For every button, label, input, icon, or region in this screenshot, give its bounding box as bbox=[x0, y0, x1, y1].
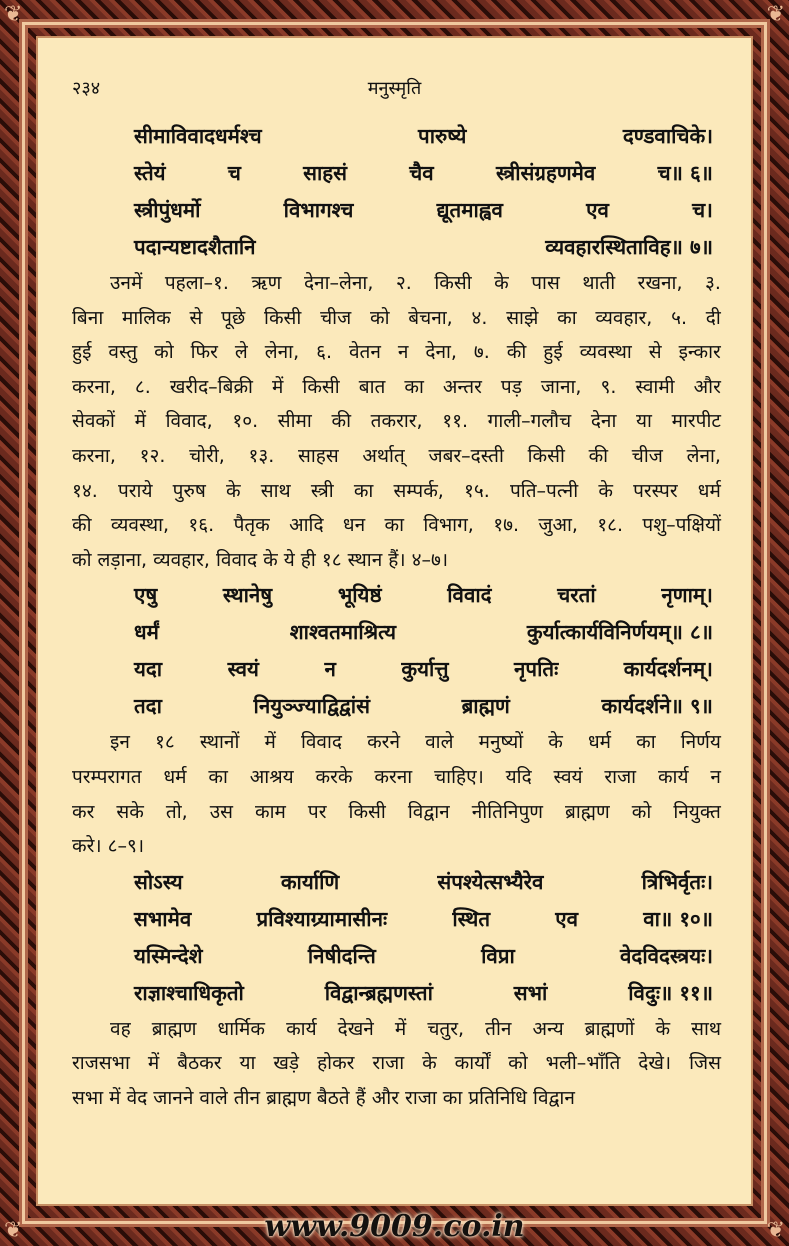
prose-word: पशु–पक्षियों bbox=[642, 514, 721, 537]
prose-word: काम bbox=[255, 800, 286, 823]
prose-word: बिना bbox=[72, 306, 104, 329]
verse-word: स्त्रीपुंधर्मो bbox=[134, 198, 201, 222]
prose-word: पहला–१. bbox=[164, 272, 229, 294]
prose-word: ब्राह्मण bbox=[151, 1017, 197, 1040]
prose-word: राजा bbox=[604, 765, 637, 788]
prose-word: ५. bbox=[671, 306, 688, 329]
verse-word: दण्डवाचिके। bbox=[622, 124, 713, 148]
prose-word: नीतिनिपुण bbox=[471, 800, 543, 823]
verse-line bbox=[134, 975, 713, 1012]
prose-line bbox=[72, 370, 721, 405]
prose-word: कार्य bbox=[657, 765, 689, 788]
prose-word: १३. bbox=[248, 444, 275, 467]
prose-word: आदि bbox=[289, 514, 324, 537]
prose-word: तकरार, bbox=[370, 410, 423, 433]
prose-word: में bbox=[394, 1017, 407, 1040]
verse-word: यस्मिन्देशे bbox=[134, 943, 203, 968]
verse-word: तदा bbox=[134, 694, 162, 719]
prose-word: हुई bbox=[543, 341, 563, 364]
prose-word: निर्णय bbox=[680, 731, 721, 754]
prose-word: व्यवस्था bbox=[579, 341, 632, 364]
prose-word: किसी bbox=[434, 272, 472, 294]
prose-word: १५. bbox=[464, 479, 490, 502]
prose-word: देखे। bbox=[638, 1052, 672, 1075]
corner-ornament-icon: ❦ bbox=[766, 2, 785, 27]
prose-word: पुरुष bbox=[172, 479, 206, 502]
verse-line bbox=[134, 577, 713, 614]
prose-word: अर्थात् bbox=[362, 444, 405, 467]
prose-word: का bbox=[636, 731, 656, 754]
prose-word: की bbox=[506, 341, 527, 364]
verse-word: निषीदन्ति bbox=[307, 943, 376, 968]
prose-word: गाली–गलौच bbox=[487, 410, 572, 433]
verse-line bbox=[134, 155, 713, 192]
prose-word: यदि bbox=[505, 765, 532, 788]
prose-word: कार्य bbox=[286, 1017, 317, 1040]
prose-word: जुआ, bbox=[538, 514, 578, 537]
prose-word: ब्राह्मणों bbox=[584, 1017, 635, 1040]
verse-word: सीमाविवादधर्मश्च bbox=[134, 124, 262, 148]
prose-word: स्वामी bbox=[635, 375, 675, 398]
prose-word: ९. bbox=[600, 375, 617, 398]
prose-word: थाती bbox=[582, 272, 616, 294]
verse-word: स्थित bbox=[452, 906, 491, 931]
prose-line bbox=[72, 1046, 721, 1081]
prose-word: हुई bbox=[72, 341, 92, 364]
page-content bbox=[72, 118, 721, 1116]
verse-word: राज्ञाश्चाधिकृतो bbox=[134, 980, 244, 1005]
prose-word: खड़े bbox=[273, 1052, 300, 1075]
verse-word: द्यूतमाह्वव bbox=[436, 198, 503, 222]
prose-word: चतुर, bbox=[427, 1017, 465, 1040]
prose-line bbox=[72, 725, 721, 760]
verse-word: साहसं bbox=[303, 161, 348, 185]
prose-word: स्थानों bbox=[199, 731, 240, 754]
prose-word: २. bbox=[395, 272, 412, 294]
prose-word: देखने bbox=[337, 1017, 374, 1040]
prose-word: साहस bbox=[297, 444, 339, 467]
verse-word: विभागश्च bbox=[283, 198, 354, 222]
prose-word: स्वयं bbox=[553, 765, 583, 788]
verse-word: वा॥ १०॥ bbox=[643, 906, 713, 931]
verse-line bbox=[134, 651, 713, 688]
prose-word: १४. bbox=[72, 479, 98, 502]
prose-word: में bbox=[147, 1052, 160, 1075]
prose-word: अन्य bbox=[532, 1017, 564, 1040]
verse-word: कुर्यात्तु bbox=[401, 657, 449, 682]
prose-word: ११. bbox=[442, 410, 469, 433]
verse-block bbox=[72, 864, 721, 1012]
running-title: मनुस्मृति bbox=[367, 78, 422, 99]
prose-word: को bbox=[508, 1052, 528, 1075]
prose-word: पराये bbox=[117, 479, 153, 502]
prose-line bbox=[72, 404, 721, 439]
prose-word: के bbox=[422, 1052, 437, 1075]
verse-word: विदुः॥ ११॥ bbox=[628, 980, 713, 1005]
verse-word: विप्रा bbox=[481, 943, 515, 968]
prose-word: देना–लेना, bbox=[303, 272, 374, 294]
prose-word: किसी bbox=[527, 444, 565, 467]
prose-word: विद्वान bbox=[407, 800, 450, 823]
prose-word: दी bbox=[705, 306, 721, 329]
prose-word: किसी bbox=[264, 306, 302, 329]
prose-word: स्त्री bbox=[310, 479, 334, 502]
verse-word: स्त्रीसंग्रहणमेव bbox=[495, 161, 596, 185]
verse-word: च bbox=[227, 161, 241, 185]
prose-word: सके bbox=[116, 800, 144, 823]
prose-word: ६. bbox=[316, 341, 332, 364]
prose-word: इन bbox=[110, 731, 130, 754]
prose-word: ऋण bbox=[251, 272, 282, 294]
prose-word: करने bbox=[367, 731, 401, 754]
prose-word: पैतृक bbox=[233, 514, 270, 537]
verse-word: एव bbox=[555, 906, 579, 931]
prose-word: परम्परागत bbox=[72, 765, 142, 788]
prose-word: पड़ bbox=[500, 375, 522, 398]
prose-word: १६. bbox=[188, 514, 215, 537]
prose-word: चाहिए। bbox=[434, 765, 484, 788]
prose-line bbox=[72, 795, 721, 830]
prose-word: सीमा bbox=[277, 410, 312, 433]
prose-paragraph bbox=[72, 725, 721, 863]
prose-word: मालिक bbox=[122, 306, 171, 329]
prose-word: लेना, bbox=[264, 341, 300, 364]
prose-word: किसी bbox=[348, 800, 386, 823]
verse-line bbox=[134, 901, 713, 938]
verse-word: कुर्यात्कार्यविनिर्णयम्॥ ८॥ bbox=[526, 620, 713, 645]
prose-word: विवाद, bbox=[165, 410, 213, 433]
verse-line bbox=[134, 192, 713, 229]
prose-word: फिर bbox=[190, 341, 218, 364]
verse-word: स्तेयं bbox=[134, 161, 166, 185]
prose-word: के bbox=[494, 272, 509, 294]
prose-line bbox=[72, 266, 721, 301]
verse-word: पारुष्ये bbox=[418, 124, 467, 148]
prose-word: की bbox=[72, 514, 92, 537]
prose-word: को bbox=[369, 306, 390, 329]
prose-word: १२. bbox=[139, 444, 166, 467]
corner-ornament-icon: ❦ bbox=[766, 1218, 785, 1243]
prose-word: का bbox=[557, 306, 577, 329]
verse-word: स्वयं bbox=[227, 657, 259, 682]
verse-word: नृपतिः bbox=[514, 657, 559, 682]
verse-word: पदान्यष्टादशैतानि bbox=[134, 235, 256, 259]
verse-word: च॥ ६॥ bbox=[657, 161, 713, 185]
prose-word: को bbox=[154, 341, 174, 364]
verse-line bbox=[134, 614, 713, 651]
verse-word: धर्मं bbox=[134, 620, 159, 645]
prose-word: साथ bbox=[260, 479, 291, 502]
prose-word: आश्रय bbox=[249, 765, 294, 788]
prose-word: ८. bbox=[134, 375, 151, 398]
prose-word: की bbox=[588, 444, 609, 467]
prose-word: धर्म bbox=[163, 765, 187, 788]
verse-word: संपश्येत्सभ्यैरेव bbox=[437, 869, 544, 894]
prose-word: ४. bbox=[471, 306, 488, 329]
prose-word: उस bbox=[209, 800, 233, 823]
prose-word: वाले bbox=[425, 731, 454, 754]
prose-word: करना, bbox=[72, 375, 116, 398]
prose-word: के bbox=[598, 479, 613, 502]
prose-word: विभाग, bbox=[423, 514, 474, 537]
prose-word: १०. bbox=[232, 410, 259, 433]
verse-line bbox=[134, 864, 713, 901]
prose-word: अन्तर bbox=[442, 375, 482, 398]
prose-word: धार्मिक bbox=[217, 1017, 265, 1040]
verse-word: चैव bbox=[409, 161, 434, 185]
book-page bbox=[38, 38, 751, 1204]
prose-word: धर्म bbox=[587, 731, 612, 754]
prose-word: साथ bbox=[691, 1017, 721, 1040]
prose-word: न bbox=[397, 341, 409, 364]
prose-word: और bbox=[693, 375, 721, 398]
verse-word: विद्वान्ब्रह्मणस्तां bbox=[324, 980, 433, 1005]
prose-word: परस्पर bbox=[633, 479, 678, 502]
prose-word: होकर bbox=[317, 1052, 355, 1075]
prose-line bbox=[72, 508, 721, 543]
prose-word: साझे bbox=[506, 306, 539, 329]
verse-word: सोऽस्य bbox=[134, 869, 183, 894]
prose-word: रखना, bbox=[637, 272, 683, 294]
prose-line bbox=[72, 760, 721, 795]
prose-line bbox=[72, 1012, 721, 1047]
prose-word: १८ bbox=[154, 731, 175, 754]
prose-word: व्यवस्था, bbox=[110, 514, 170, 537]
verse-word: च। bbox=[692, 198, 713, 222]
verse-block bbox=[72, 118, 721, 266]
prose-word: १८. bbox=[597, 514, 624, 537]
prose-word: में bbox=[134, 410, 146, 433]
prose-word: को bbox=[631, 800, 652, 823]
prose-line bbox=[72, 439, 721, 474]
prose-word: भली–भाँति bbox=[545, 1052, 621, 1075]
prose-word: का bbox=[208, 765, 228, 788]
prose-word: व्यवहार, bbox=[595, 306, 653, 329]
prose-word: करना, bbox=[72, 444, 116, 467]
prose-word: में bbox=[272, 375, 284, 398]
prose-word: वेतन bbox=[348, 341, 381, 364]
prose-word: के bbox=[225, 479, 241, 502]
prose-word: की bbox=[331, 410, 351, 433]
prose-word: ३. bbox=[705, 272, 721, 294]
prose-word: देना, bbox=[425, 341, 457, 364]
prose-line: करे। ८–९। bbox=[72, 835, 145, 858]
prose-line: को लड़ाना, व्यवहार, विवाद के ये ही १८ स्थान हैं। ४–७। bbox=[72, 548, 449, 571]
verse-line bbox=[134, 118, 713, 155]
verse-word: न bbox=[324, 657, 336, 682]
prose-word: में bbox=[264, 731, 276, 754]
prose-word: जबर–दस्ती bbox=[428, 444, 504, 467]
prose-word: या bbox=[636, 410, 652, 433]
prose-word: मनुष्यों bbox=[478, 731, 524, 754]
prose-word: कर bbox=[72, 800, 95, 823]
prose-word: किसी bbox=[302, 375, 340, 398]
prose-word: जाना, bbox=[540, 375, 582, 398]
verse-word: सभामेव bbox=[134, 906, 192, 931]
corner-ornament-icon: ❦ bbox=[4, 2, 23, 27]
verse-word: भूयिष्ठं bbox=[337, 583, 382, 608]
prose-word: वह bbox=[110, 1017, 131, 1040]
prose-word: तो, bbox=[165, 800, 188, 823]
verse-word: शाश्वतमाश्रित्य bbox=[289, 620, 396, 645]
prose-word: देना bbox=[590, 410, 617, 433]
prose-word: सम्पर्क, bbox=[393, 479, 444, 502]
prose-word: के bbox=[655, 1017, 671, 1040]
prose-line: सभा में वेद जानने वाले तीन ब्राह्मण बैठते हैं और राजा का प्रतिनिधि विद्वान bbox=[72, 1086, 575, 1109]
watermark-url: www.9009.co.in bbox=[264, 1209, 525, 1244]
prose-word: का bbox=[404, 375, 424, 398]
prose-line bbox=[72, 335, 721, 370]
page-number: २३४ bbox=[72, 78, 101, 99]
prose-word: राजा bbox=[372, 1052, 405, 1075]
prose-word: तीन bbox=[485, 1017, 512, 1040]
prose-word: पास bbox=[531, 272, 560, 294]
verse-word: व्यवहारस्थिताविह॥ ७॥ bbox=[545, 235, 713, 259]
prose-line bbox=[72, 474, 721, 509]
verse-word: प्रविश्याग्र्यामासीनः bbox=[256, 906, 388, 931]
verse-line bbox=[134, 229, 713, 266]
prose-paragraph bbox=[72, 1012, 721, 1116]
corner-ornament-icon: ❦ bbox=[4, 1218, 23, 1243]
prose-word: लेना, bbox=[686, 444, 721, 467]
prose-word: ७. bbox=[473, 341, 490, 364]
prose-word: या bbox=[239, 1052, 256, 1075]
prose-word: पति–पत्नी bbox=[510, 479, 579, 502]
prose-word: उनमें bbox=[110, 272, 143, 294]
verse-word: विवादं bbox=[447, 583, 492, 608]
prose-word: ले bbox=[234, 341, 248, 364]
verse-word: ब्राह्मणं bbox=[461, 694, 510, 719]
verse-word: नृणाम्। bbox=[661, 583, 713, 608]
prose-word: पूछे bbox=[221, 306, 246, 329]
prose-word: वस्तु bbox=[108, 341, 138, 364]
prose-word: खरीद–बिक्री bbox=[169, 375, 253, 398]
prose-word: सेवकों bbox=[72, 410, 115, 433]
verse-word: वेदविदस्त्रयः। bbox=[620, 943, 713, 968]
prose-word: बेचना, bbox=[408, 306, 453, 329]
prose-word: कार्यों bbox=[454, 1052, 491, 1075]
prose-word: पर bbox=[307, 800, 327, 823]
verse-word: त्रिभिर्वृतः। bbox=[641, 869, 713, 894]
prose-word: से bbox=[648, 341, 662, 364]
verse-word: चरतां bbox=[557, 583, 596, 608]
verse-word: नियुञ्ज्याद्विद्वांसं bbox=[253, 694, 370, 719]
verse-word: कार्यदर्शनम्। bbox=[623, 657, 713, 682]
prose-paragraph bbox=[72, 266, 721, 577]
prose-word: चीज bbox=[320, 306, 352, 329]
prose-word: जिस bbox=[689, 1052, 721, 1075]
verse-line bbox=[134, 938, 713, 975]
prose-word: नियुक्त bbox=[673, 800, 721, 823]
verse-line bbox=[134, 688, 713, 725]
prose-word: करके bbox=[315, 765, 353, 788]
prose-word: से bbox=[189, 306, 203, 329]
prose-line bbox=[72, 301, 721, 336]
verse-word: यदा bbox=[134, 657, 163, 682]
verse-word: एव bbox=[586, 198, 609, 222]
prose-word: बैठकर bbox=[177, 1052, 222, 1075]
prose-word: बात bbox=[358, 375, 386, 398]
prose-word: का bbox=[353, 479, 374, 502]
verse-block bbox=[72, 577, 721, 725]
prose-word: का bbox=[384, 514, 404, 537]
prose-word: न bbox=[710, 765, 721, 788]
prose-word: ब्राह्मण bbox=[565, 800, 610, 823]
prose-word: चीज bbox=[631, 444, 663, 467]
prose-word: राजसभा bbox=[72, 1052, 130, 1075]
verse-word: स्थानेषु bbox=[222, 583, 273, 608]
verse-word: कार्यदर्शने॥ ९॥ bbox=[601, 694, 713, 719]
prose-word: विवाद bbox=[300, 731, 342, 754]
page-header bbox=[38, 76, 751, 106]
verse-word: एषु bbox=[134, 583, 158, 608]
verse-word: सभां bbox=[513, 980, 548, 1005]
prose-word: धन bbox=[342, 514, 366, 537]
prose-word: इन्कार bbox=[678, 341, 721, 364]
prose-word: चोरी, bbox=[189, 444, 225, 467]
prose-word: धर्म bbox=[697, 479, 721, 502]
verse-word: कार्याणि bbox=[280, 869, 340, 894]
prose-word: के bbox=[548, 731, 563, 754]
prose-word: १७. bbox=[493, 514, 519, 537]
prose-word: करना bbox=[374, 765, 413, 788]
prose-word: मारपीट bbox=[671, 410, 721, 433]
